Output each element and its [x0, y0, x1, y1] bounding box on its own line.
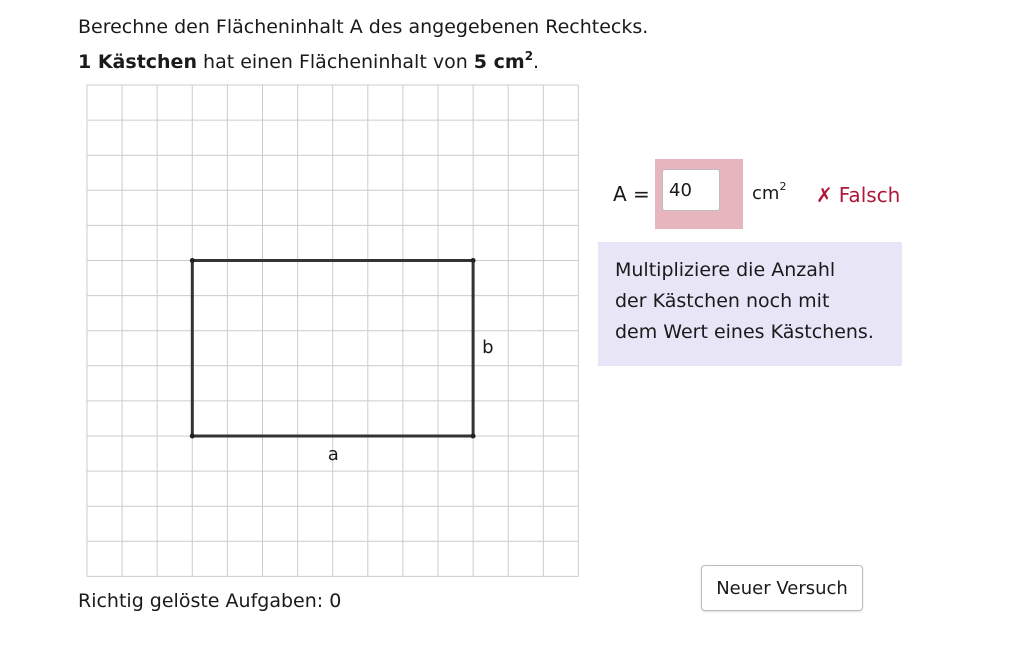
unit-label [752, 181, 786, 207]
feedback-wrong [816, 182, 900, 208]
side-a-label: a [327, 444, 339, 465]
cross-icon: ✗ [816, 183, 833, 207]
task-instruction: Berechne den Flächeninhalt A des angegebenen Rechtecks. [78, 16, 649, 38]
hint-line-2: der Kästchen noch mit [615, 290, 830, 312]
rectangle-corner-point [190, 258, 195, 263]
new-attempt-button[interactable]: Neuer Versuch [701, 565, 863, 611]
cell-area-number: 5 cm [473, 51, 525, 73]
rectangle-corner-point [471, 434, 476, 439]
grid-lines [87, 85, 578, 576]
hint-box [598, 242, 902, 366]
cell-count-text: 1 Kästchen [78, 51, 197, 73]
cell-area-exponent: 2 [524, 49, 534, 63]
score-text: Richtig gelöste Aufgaben: 0 [78, 590, 342, 612]
area-label: A = [613, 182, 650, 206]
rectangle-corner-point [190, 434, 195, 439]
cell-info-middle: hat einen Flächeninhalt von [196, 51, 474, 73]
hint-line-3: dem Wert eines Kästchens. [615, 321, 874, 343]
rectangle-corner-point [471, 258, 476, 263]
unit-text: cm [752, 183, 780, 204]
area-answer-input[interactable] [662, 169, 720, 211]
unit-exponent: 2 [779, 180, 787, 193]
hint-line-1: Multipliziere die Anzahl [615, 259, 836, 281]
feedback-text: Falsch [838, 183, 901, 207]
side-b-label: b [482, 337, 494, 359]
cell-info-end: . [533, 51, 540, 73]
